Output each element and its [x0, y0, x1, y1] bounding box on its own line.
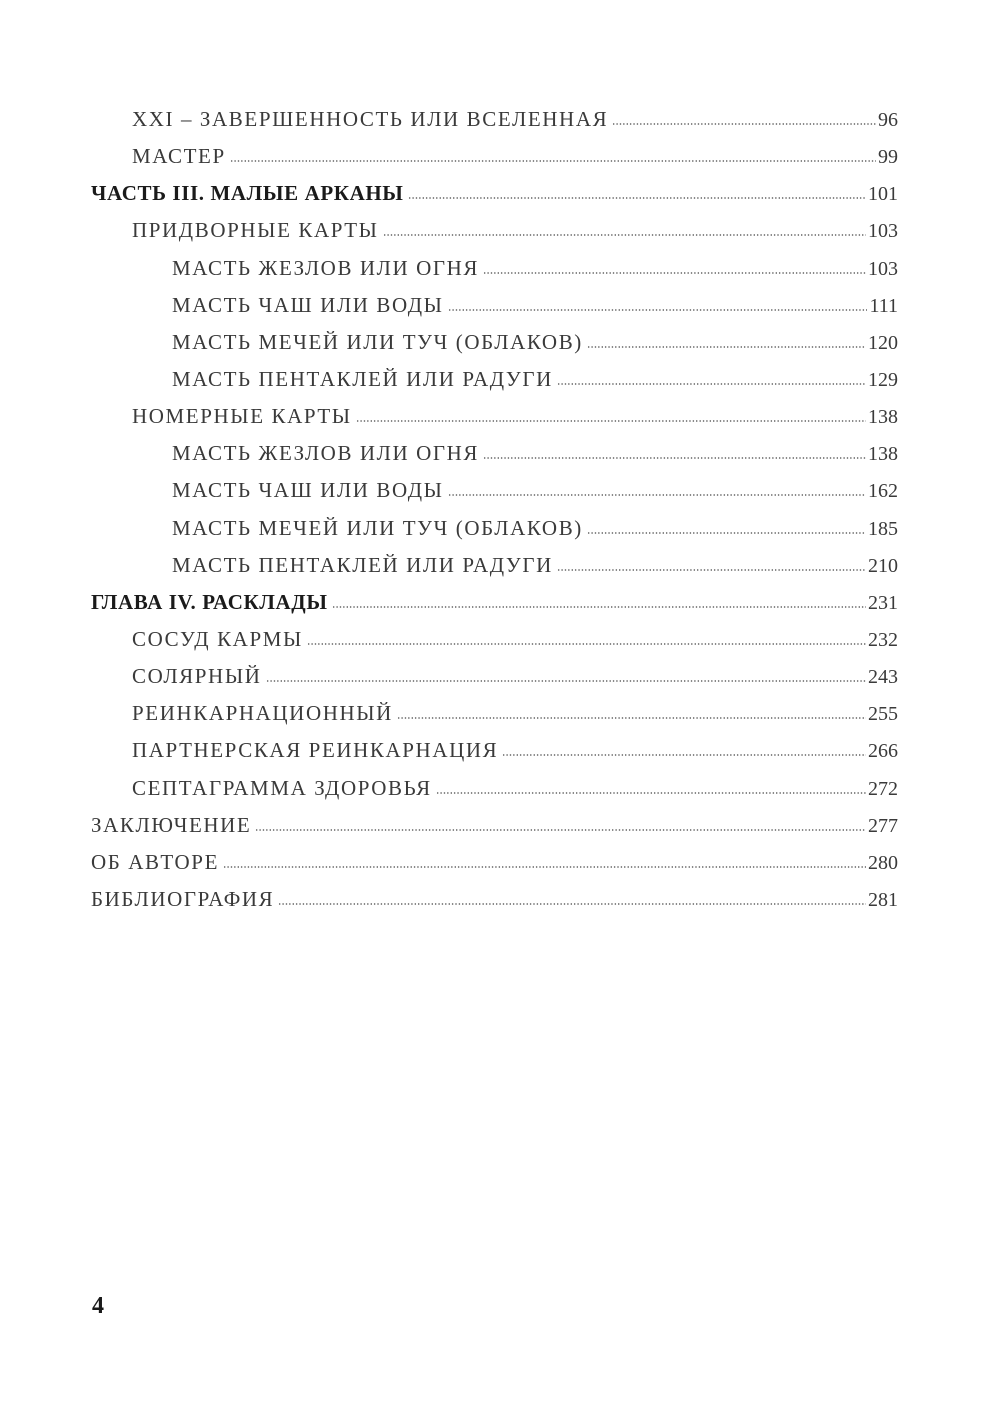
- dot-leader: [266, 680, 867, 682]
- toc-entry-page: 101: [868, 183, 898, 206]
- dot-leader: [408, 197, 866, 199]
- dot-leader: [557, 383, 866, 385]
- toc-entry-title: ПРИДВОРНЫЕ КАРТЫ: [132, 218, 379, 243]
- dot-leader: [223, 866, 866, 868]
- dot-leader: [397, 717, 866, 719]
- toc-entry: [91, 516, 898, 553]
- dot-leader: [557, 569, 866, 571]
- toc-entry: [91, 181, 898, 218]
- toc-entry: [91, 590, 898, 627]
- toc-entry-page: 129: [868, 368, 898, 391]
- toc-entry-page: 138: [868, 406, 898, 429]
- toc-entry-title: БИБЛИОГРАФИЯ: [91, 886, 275, 911]
- toc-entry-page: 280: [868, 851, 898, 874]
- toc-entry: [91, 330, 898, 367]
- page-number: 4: [92, 1293, 104, 1319]
- toc-entry-page: 120: [868, 331, 898, 354]
- toc-entry-page: 232: [868, 628, 898, 651]
- toc-entry: [91, 256, 898, 293]
- toc-entry-title: ОБ АВТОРЕ: [91, 849, 219, 874]
- toc-entry: [91, 107, 898, 144]
- dot-leader: [307, 643, 866, 645]
- toc-entry-title: МАСТЬ ПЕНТАКЛЕЙ ИЛИ РАДУГИ: [172, 552, 553, 577]
- dot-leader: [612, 123, 876, 125]
- toc-entry-page: 277: [868, 814, 898, 837]
- toc-entry-page: 210: [868, 554, 898, 577]
- dot-leader: [448, 494, 866, 496]
- toc-entry-page: 255: [868, 703, 898, 726]
- toc-entry-page: 103: [868, 220, 898, 243]
- toc-entry-page: 272: [868, 777, 898, 800]
- toc-entry-title: ПАРТНЕРСКАЯ РЕИНКАРНАЦИЯ: [132, 738, 499, 763]
- dot-leader: [332, 606, 866, 608]
- toc-entry-page: 162: [868, 480, 898, 503]
- toc-entry-title: ЧАСТЬ III. МАЛЫЕ АРКАНЫ: [91, 181, 404, 206]
- dot-leader: [356, 420, 866, 422]
- toc-entry: [91, 367, 898, 404]
- table-of-contents: [91, 107, 898, 924]
- dot-leader: [383, 234, 866, 236]
- toc-entry-title: НОМЕРНЫЕ КАРТЫ: [132, 404, 352, 429]
- toc-entry-page: 96: [878, 109, 898, 131]
- toc-entry-title: РЕИНКАРНАЦИОННЫЙ: [132, 701, 393, 726]
- toc-entry-title: МАСТЬ ЖЕЗЛОВ ИЛИ ОГНЯ: [172, 441, 479, 466]
- dot-leader: [587, 346, 866, 348]
- toc-entry-page: 243: [868, 666, 898, 689]
- toc-entry-page: 111: [869, 294, 898, 317]
- toc-entry-title: ЗАКЛЮЧЕНИЕ: [91, 812, 252, 837]
- toc-entry-title: МАСТЬ ЧАШ ИЛИ ВОДЫ: [172, 292, 444, 317]
- dot-leader: [278, 903, 866, 905]
- toc-entry: [91, 887, 898, 924]
- toc-entry: [91, 441, 898, 478]
- toc-entry-page: 281: [868, 888, 898, 911]
- toc-entry: [91, 701, 898, 738]
- toc-entry: [91, 738, 898, 775]
- toc-entry: [91, 293, 898, 330]
- dot-leader: [230, 160, 876, 162]
- toc-entry-title: МАСТЬ МЕЧЕЙ ИЛИ ТУЧ (ОБЛАКОВ): [172, 329, 583, 354]
- toc-entry: [91, 404, 898, 441]
- toc-entry-page: 185: [868, 517, 898, 540]
- dot-leader: [436, 792, 866, 794]
- toc-entry: [91, 813, 898, 850]
- toc-entry: [91, 218, 898, 255]
- toc-entry: [91, 850, 898, 887]
- toc-entry-title: МАСТЬ МЕЧЕЙ ИЛИ ТУЧ (ОБЛАКОВ): [172, 515, 583, 540]
- toc-entry-page: 99: [878, 146, 898, 169]
- toc-entry-title: ГЛАВА IV. РАСКЛАДЫ: [91, 589, 328, 614]
- toc-entry: [91, 627, 898, 664]
- toc-entry: [91, 553, 898, 590]
- dot-leader: [502, 754, 866, 756]
- toc-entry-title: МАСТЬ ПЕНТАКЛЕЙ ИЛИ РАДУГИ: [172, 366, 553, 391]
- toc-entry-title: СОСУД КАРМЫ: [132, 626, 303, 651]
- toc-entry-title: МАСТЬ ЖЕЗЛОВ ИЛИ ОГНЯ: [172, 255, 479, 280]
- toc-entry-title: СЕПТАГРАММА ЗДОРОВЬЯ: [132, 775, 432, 800]
- toc-entry: [91, 664, 898, 701]
- toc-entry-page: 231: [868, 591, 898, 614]
- toc-entry: [91, 478, 898, 515]
- dot-leader: [483, 457, 866, 459]
- dot-leader: [255, 829, 866, 831]
- toc-entry-title: XXI – ЗАВЕРШЕННОСТЬ ИЛИ ВСЕЛЕННАЯ: [132, 107, 609, 131]
- dot-leader: [483, 272, 866, 274]
- toc-entry: [91, 776, 898, 813]
- dot-leader: [587, 532, 866, 534]
- toc-entry-title: МАСТЬ ЧАШ ИЛИ ВОДЫ: [172, 478, 444, 503]
- dot-leader: [448, 309, 868, 311]
- toc-entry-page: 138: [868, 443, 898, 466]
- toc-entry-title: СОЛЯРНЫЙ: [132, 664, 262, 689]
- toc-entry-title: МАСТЕР: [132, 144, 226, 169]
- toc-entry-page: 266: [868, 740, 898, 763]
- toc-entry: [91, 144, 898, 181]
- toc-entry-page: 103: [868, 257, 898, 280]
